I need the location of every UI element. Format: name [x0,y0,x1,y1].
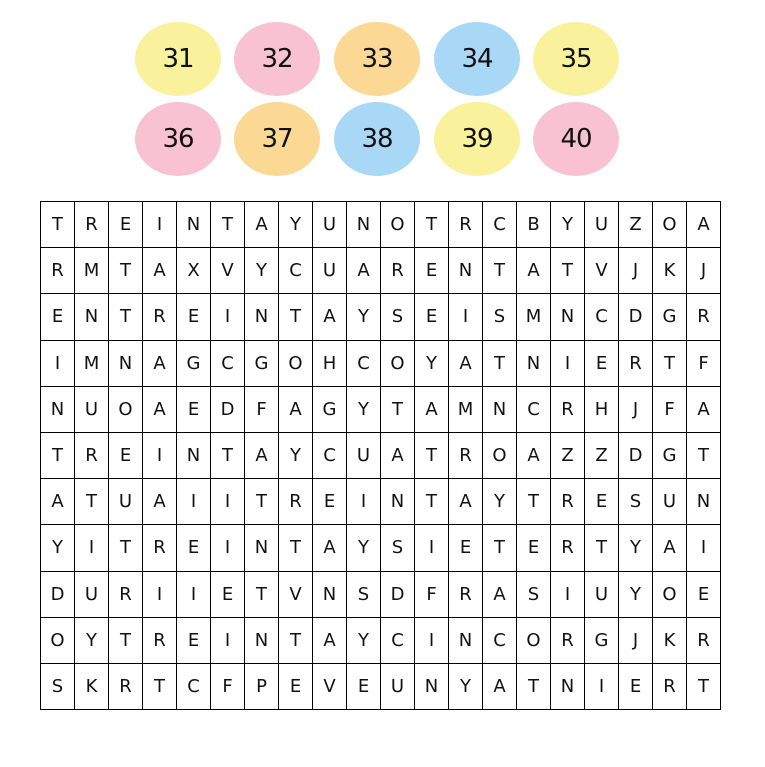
grid-cell[interactable]: N [483,386,517,432]
grid-cell[interactable]: R [687,617,721,663]
grid-cell[interactable]: T [483,340,517,386]
grid-cell[interactable]: V [313,663,347,709]
grid-cell[interactable]: S [483,294,517,340]
grid-cell[interactable]: E [619,663,653,709]
grid-cell[interactable]: C [517,386,551,432]
grid-cell[interactable]: C [347,340,381,386]
grid-cell[interactable]: C [483,202,517,248]
grid-cell[interactable]: A [245,432,279,478]
word-search-grid [40,201,721,710]
grid-cell[interactable]: E [109,202,143,248]
number-bubble: 34 [434,22,520,96]
grid-cell[interactable]: V [585,248,619,294]
grid-cell[interactable]: R [41,248,75,294]
grid-cell[interactable]: E [585,479,619,525]
grid-cell[interactable]: M [75,340,109,386]
grid-cell[interactable]: I [211,525,245,571]
grid-cell[interactable]: T [211,202,245,248]
grid-cell[interactable]: A [143,248,177,294]
grid-cell[interactable]: A [415,386,449,432]
grid-cell[interactable]: H [585,386,619,432]
grid-cell[interactable]: A [449,479,483,525]
grid-cell[interactable]: C [279,248,313,294]
grid-cell[interactable]: R [143,525,177,571]
grid-cell[interactable]: U [313,202,347,248]
grid-cell[interactable]: U [313,248,347,294]
grid-cell[interactable]: Z [585,432,619,478]
grid-cell[interactable]: Y [449,663,483,709]
grid-cell[interactable]: Y [279,202,313,248]
grid-cell[interactable]: K [75,663,109,709]
number-bubble: 38 [334,102,420,176]
grid-cell[interactable]: N [449,617,483,663]
grid-cell[interactable]: A [653,525,687,571]
grid-cell[interactable]: U [109,479,143,525]
grid-cell[interactable]: A [143,386,177,432]
grid-cell[interactable]: I [211,479,245,525]
grid-cell[interactable]: I [551,571,585,617]
grid-row [41,663,721,709]
grid-cell[interactable]: G [313,386,347,432]
grid-cell[interactable]: I [449,294,483,340]
grid-cell[interactable]: R [551,617,585,663]
grid-cell[interactable]: T [109,294,143,340]
grid-cell[interactable]: I [75,525,109,571]
grid-cell[interactable]: E [177,386,211,432]
grid-row [41,479,721,525]
grid-cell[interactable]: T [415,479,449,525]
grid-cell[interactable]: R [381,248,415,294]
grid-cell[interactable]: A [347,248,381,294]
grid-cell[interactable]: T [279,525,313,571]
grid-cell[interactable]: N [245,525,279,571]
grid-cell[interactable]: N [245,617,279,663]
grid-cell[interactable]: E [279,663,313,709]
grid-cell[interactable]: A [381,432,415,478]
grid-cell[interactable]: I [211,294,245,340]
grid-cell[interactable]: T [483,525,517,571]
grid-cell[interactable]: T [381,386,415,432]
grid-cell[interactable]: T [41,432,75,478]
grid-cell[interactable]: T [585,525,619,571]
grid-cell[interactable]: O [381,202,415,248]
grid-cell[interactable]: G [177,340,211,386]
grid-cell[interactable]: G [653,294,687,340]
grid-cell[interactable]: I [177,479,211,525]
grid-cell[interactable]: O [381,340,415,386]
grid-cell[interactable]: T [415,202,449,248]
grid-cell[interactable]: O [109,386,143,432]
grid-cell[interactable]: F [687,340,721,386]
grid-cell[interactable]: U [75,571,109,617]
grid-cell[interactable]: R [449,571,483,617]
grid-cell[interactable]: T [245,571,279,617]
grid-cell[interactable]: S [381,294,415,340]
grid-cell[interactable]: S [41,663,75,709]
grid-cell[interactable]: N [517,340,551,386]
grid-cell[interactable]: I [211,617,245,663]
grid-cell[interactable]: N [41,386,75,432]
grid-cell[interactable]: C [585,294,619,340]
grid-cell[interactable]: Y [551,202,585,248]
grid-cell[interactable]: J [687,248,721,294]
number-bubble: 40 [533,102,619,176]
grid-cell[interactable]: S [517,571,551,617]
grid-cell[interactable]: E [449,525,483,571]
grid-cell[interactable]: C [483,617,517,663]
grid-cell[interactable]: N [313,571,347,617]
grid-cell[interactable]: J [619,248,653,294]
grid-cell[interactable]: A [313,294,347,340]
grid-cell[interactable]: T [245,479,279,525]
grid-row [41,294,721,340]
grid-cell[interactable]: Y [75,617,109,663]
grid-cell[interactable]: D [41,571,75,617]
grid-cell[interactable]: M [449,386,483,432]
grid-cell[interactable]: C [211,340,245,386]
grid-cell[interactable]: Y [41,525,75,571]
grid-cell[interactable]: R [75,202,109,248]
grid-cell[interactable]: U [585,571,619,617]
grid-cell[interactable]: E [313,479,347,525]
grid-cell[interactable]: N [381,479,415,525]
grid-cell[interactable]: Y [619,525,653,571]
grid-cell[interactable]: E [41,294,75,340]
grid-cell[interactable]: V [279,571,313,617]
grid-cell[interactable]: R [551,386,585,432]
grid-cell[interactable]: P [245,663,279,709]
grid-cell[interactable]: R [619,340,653,386]
grid-cell[interactable]: C [381,617,415,663]
grid-cell[interactable]: I [143,571,177,617]
grid-cell[interactable]: N [551,294,585,340]
number-bubble: 39 [434,102,520,176]
grid-cell[interactable]: I [551,340,585,386]
grid-cell[interactable]: Y [245,248,279,294]
grid-cell[interactable]: R [143,294,177,340]
grid-cell[interactable]: H [313,340,347,386]
grid-cell[interactable]: F [211,663,245,709]
grid-cell[interactable]: K [653,248,687,294]
grid-cell[interactable]: Y [347,294,381,340]
grid-cell[interactable]: N [551,663,585,709]
grid-cell[interactable]: Y [415,340,449,386]
grid-cell[interactable]: A [245,202,279,248]
grid-cell[interactable]: J [619,386,653,432]
grid-cell[interactable]: Z [619,202,653,248]
grid-cell[interactable]: O [41,617,75,663]
grid-cell[interactable]: A [517,432,551,478]
grid-cell[interactable]: E [517,525,551,571]
grid-cell[interactable]: Z [551,432,585,478]
grid-cell[interactable]: U [381,663,415,709]
grid-cell[interactable]: T [279,294,313,340]
grid-cell[interactable]: Y [619,571,653,617]
grid-row [41,202,721,248]
grid-cell[interactable]: Y [347,386,381,432]
grid-cell[interactable]: G [245,340,279,386]
grid-cell[interactable]: A [687,386,721,432]
grid-cell[interactable]: R [449,202,483,248]
grid-cell[interactable]: E [347,663,381,709]
number-bubble: 31 [135,22,221,96]
grid-cell[interactable]: U [347,432,381,478]
grid-cell[interactable]: N [449,248,483,294]
number-bubble: 37 [234,102,320,176]
grid-cell[interactable]: T [279,617,313,663]
grid-cell[interactable]: A [483,571,517,617]
grid-cell[interactable]: E [415,248,449,294]
grid-cell[interactable]: X [177,248,211,294]
grid-cell[interactable]: M [517,294,551,340]
grid-cell[interactable]: R [449,432,483,478]
grid-cell[interactable]: I [415,617,449,663]
grid-cell[interactable]: E [177,617,211,663]
grid-cell[interactable]: A [313,617,347,663]
grid-cell[interactable]: N [177,202,211,248]
grid-cell[interactable]: R [279,479,313,525]
grid-row [41,571,721,617]
grid-cell[interactable]: F [415,571,449,617]
grid-cell[interactable]: O [279,340,313,386]
grid-cell[interactable]: G [653,432,687,478]
grid-cell[interactable]: T [551,248,585,294]
grid-cell[interactable]: I [143,432,177,478]
grid-cell[interactable]: I [41,340,75,386]
grid-cell[interactable]: A [483,663,517,709]
grid-cell[interactable]: A [313,525,347,571]
grid-cell[interactable]: C [177,663,211,709]
grid-cell[interactable]: E [109,432,143,478]
grid-cell[interactable]: R [687,294,721,340]
grid-cell[interactable]: T [143,663,177,709]
grid-cell[interactable]: E [415,294,449,340]
grid-row [41,386,721,432]
grid-cell[interactable]: T [517,663,551,709]
grid-cell[interactable]: T [653,340,687,386]
grid-cell[interactable]: I [585,663,619,709]
grid-cell[interactable]: T [41,202,75,248]
grid-row [41,617,721,663]
grid-cell[interactable]: V [211,248,245,294]
grid-cell[interactable]: E [177,294,211,340]
grid-cell[interactable]: N [415,663,449,709]
number-bubble: 33 [334,22,420,96]
grid-cell[interactable]: S [347,571,381,617]
grid-cell[interactable]: D [211,386,245,432]
grid-cell[interactable]: T [109,248,143,294]
grid-cell[interactable]: M [75,248,109,294]
grid-cell[interactable]: R [551,479,585,525]
grid-cell[interactable]: N [75,294,109,340]
grid-cell[interactable]: A [41,479,75,525]
grid-cell[interactable]: T [211,432,245,478]
grid-cell[interactable]: A [143,340,177,386]
grid-cell[interactable]: D [619,294,653,340]
grid-row [41,432,721,478]
grid-cell[interactable]: T [687,663,721,709]
grid-cell[interactable]: T [517,479,551,525]
grid-cell[interactable]: K [653,617,687,663]
grid-row [41,248,721,294]
grid-cell[interactable]: U [75,386,109,432]
grid-cell[interactable]: O [517,617,551,663]
grid-cell[interactable]: I [687,525,721,571]
grid-cell[interactable]: O [653,571,687,617]
grid-cell[interactable]: E [211,571,245,617]
grid-cell[interactable]: Y [347,525,381,571]
grid-cell[interactable]: T [75,479,109,525]
grid-cell[interactable]: R [653,663,687,709]
grid-cell[interactable]: J [619,617,653,663]
grid-cell[interactable]: E [585,340,619,386]
grid-cell[interactable]: I [347,479,381,525]
grid-cell[interactable]: N [245,294,279,340]
grid-cell[interactable]: O [483,432,517,478]
grid-cell[interactable]: A [687,202,721,248]
grid-cell[interactable]: T [109,617,143,663]
number-bubble: 35 [533,22,619,96]
grid-cell[interactable]: D [381,571,415,617]
grid-cell[interactable]: N [347,202,381,248]
grid-cell[interactable]: G [585,617,619,663]
grid-cell[interactable]: R [75,432,109,478]
grid-cell[interactable]: T [687,432,721,478]
grid-cell[interactable]: E [177,525,211,571]
grid-cell[interactable]: E [687,571,721,617]
grid-cell[interactable]: D [619,432,653,478]
number-bubble: 32 [234,22,320,96]
grid-cell[interactable]: I [177,571,211,617]
grid-cell[interactable]: N [177,432,211,478]
grid-cell[interactable]: R [109,663,143,709]
grid-cell[interactable]: Y [483,479,517,525]
grid-row [41,525,721,571]
number-bubble: 36 [135,102,221,176]
grid-cell[interactable]: T [415,432,449,478]
grid-cell[interactable]: S [381,525,415,571]
grid-cell[interactable]: T [109,525,143,571]
grid-row [41,340,721,386]
grid-cell[interactable]: U [585,202,619,248]
grid-cell[interactable]: F [245,386,279,432]
grid-cell[interactable]: C [313,432,347,478]
grid-cell[interactable]: Y [279,432,313,478]
grid-cell[interactable]: U [653,479,687,525]
grid-cell[interactable]: S [619,479,653,525]
grid-cell[interactable]: B [517,202,551,248]
grid-cell[interactable]: N [109,340,143,386]
grid-cell[interactable]: O [653,202,687,248]
grid-cell[interactable]: R [109,571,143,617]
grid-cell[interactable]: I [143,202,177,248]
grid-cell[interactable]: A [279,386,313,432]
grid-cell[interactable]: A [449,340,483,386]
grid-cell[interactable]: T [483,248,517,294]
grid-cell[interactable]: I [415,525,449,571]
grid-cell[interactable]: R [143,617,177,663]
grid-cell[interactable]: N [687,479,721,525]
grid-cell[interactable]: A [143,479,177,525]
grid-cell[interactable]: R [551,525,585,571]
grid-cell[interactable]: F [653,386,687,432]
grid-cell[interactable]: Y [347,617,381,663]
grid-cell[interactable]: A [517,248,551,294]
